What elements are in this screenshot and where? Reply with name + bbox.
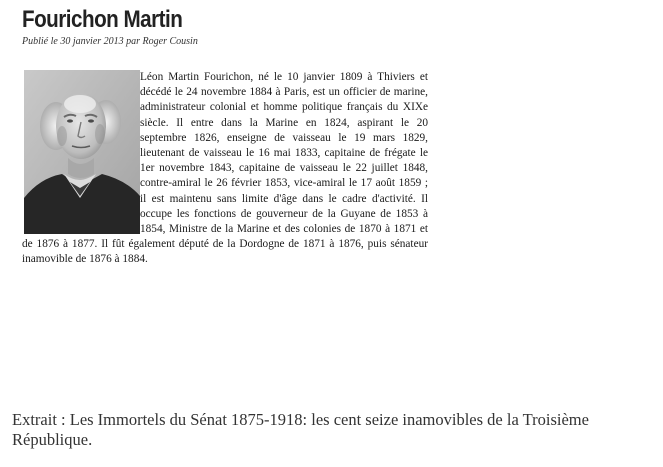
portrait-image — [24, 70, 140, 234]
article-body — [22, 70, 428, 268]
byline: Publié le 30 janvier 2013 par Roger Cousin — [22, 36, 198, 47]
excerpt-source: Extrait : Les Immortels du Sénat 1875-1918: les cent seize inamovibles de la Troisième République. — [12, 410, 589, 449]
biography-text: Léon Martin Fourichon, né le 10 janvier 1809 à Thiviers et décédé le 24 novembre 1884 à Paris, est un officier de marine, administrateur colonial et homme politique français du XIXe siècle. Il entre dans la Marine en 1824, aspirant le 20 septembre 1826, enseigne de vaisseau le 19 mars 1829, lieutenant de vaisseau le 16 mai 1833, capitaine de frégate le 1er novembre 1843, capitaine de vaisseau le 22 juillet 1848, contre-amiral le 26 février 1853, vice-amiral le 17 août 1859 ; il est maintenu sans limite d'âge dans le cadre d'activité. Il occupe les fonctions de gouverneur de la Guyane de 1853 à 1854, Ministre de la Marine et des colonies de 1870 à 1871 et de 1876 à 1877. Il fût également député de la Dordogne de 1871 à 1876, puis sénateur inamovible de 1876 à 1884. — [22, 71, 428, 266]
page-title: Fourichon Martin — [22, 6, 183, 33]
